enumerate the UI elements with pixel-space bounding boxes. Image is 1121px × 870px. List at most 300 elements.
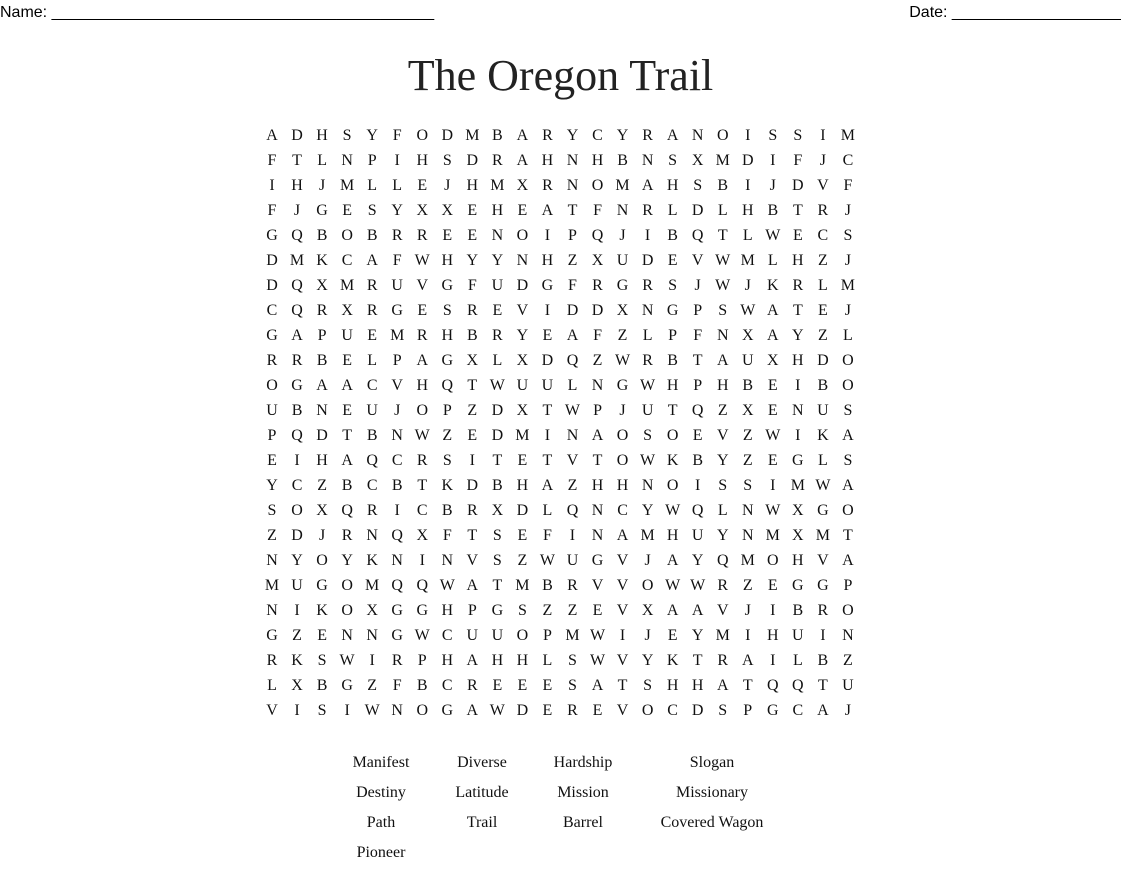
grid-letter: W: [414, 427, 430, 444]
grid-letter: W: [765, 427, 781, 444]
grid-letter: D: [817, 352, 829, 369]
grid-letter: D: [291, 527, 303, 544]
grid-letter: G: [316, 577, 328, 594]
grid-letter: Z: [317, 477, 327, 494]
grid-letter: R: [366, 302, 378, 319]
grid-letter: H: [316, 127, 328, 144]
grid-letter: V: [466, 552, 479, 569]
grid-letter: O: [842, 352, 854, 369]
grid-letter: E: [367, 327, 378, 344]
grid-letter: E: [542, 327, 553, 344]
grid-letter: P: [693, 302, 703, 319]
grid-letter: C: [842, 152, 854, 169]
grid-letter: V: [266, 702, 278, 719]
grid-letter: B: [817, 652, 829, 669]
grid-letter: U: [792, 627, 804, 644]
grid-letter: N: [341, 627, 353, 644]
grid-letter: J: [744, 602, 751, 619]
grid-row: [260, 448, 860, 473]
grid-letter: Q: [291, 427, 303, 444]
grid-letter: H: [316, 452, 328, 469]
grid-letter: J: [619, 402, 626, 419]
grid-letter: N: [616, 202, 629, 219]
grid-letter: Z: [442, 427, 453, 444]
grid-letter: U: [491, 277, 504, 294]
grid-letter: E: [692, 427, 703, 444]
grid-letter: L: [817, 277, 828, 294]
grid-letter: H: [767, 627, 779, 644]
grid-letter: B: [492, 127, 503, 144]
grid-letter: W: [414, 627, 430, 644]
grid-letter: D: [466, 477, 479, 494]
grid-letter: U: [291, 577, 303, 594]
word-bank: [0, 750, 1121, 870]
grid-letter: X: [792, 502, 804, 519]
grid-letter: G: [666, 302, 679, 319]
grid-letter: W: [539, 552, 555, 569]
grid-letter: H: [541, 252, 554, 269]
grid-letter: P: [367, 152, 377, 169]
grid-letter: I: [469, 452, 475, 469]
grid-letter: X: [416, 202, 429, 219]
grid-letter: E: [667, 252, 678, 269]
grid-letter: B: [692, 452, 703, 469]
grid-letter: X: [516, 177, 529, 194]
grid-letter: N: [716, 327, 729, 344]
grid-letter: G: [817, 502, 829, 519]
grid-letter: B: [316, 677, 328, 694]
grid-letter: S: [442, 152, 452, 169]
grid-letter: I: [820, 127, 826, 144]
grid-letter: X: [416, 527, 429, 544]
grid-letter: B: [667, 352, 678, 369]
grid-letter: H: [792, 252, 804, 269]
grid-letter: S: [718, 702, 728, 719]
grid-letter: C: [441, 627, 453, 644]
grid-letter: R: [542, 177, 553, 194]
grid-letter: S: [517, 602, 527, 619]
grid-letter: U: [491, 627, 504, 644]
grid-letter: T: [817, 677, 828, 694]
grid-letter: R: [642, 127, 653, 144]
grid-letter: Y: [792, 327, 804, 344]
grid-letter: A: [641, 177, 654, 194]
grid-letter: I: [795, 377, 801, 394]
grid-letter: E: [792, 227, 803, 244]
grid-letter: B: [391, 477, 403, 494]
grid-letter: O: [641, 702, 654, 719]
grid-letter: D: [691, 702, 704, 719]
grid-row: [260, 473, 860, 498]
grid-letter: P: [442, 402, 452, 419]
grid-letter: A: [842, 477, 854, 494]
grid-letter: V: [716, 427, 729, 444]
grid-letter: Q: [591, 227, 604, 244]
grid-letter: Q: [691, 502, 704, 519]
grid-letter: Y: [341, 552, 353, 569]
grid-letter: M: [515, 427, 530, 444]
grid-letter: C: [817, 227, 829, 244]
grid-letter: T: [492, 577, 503, 594]
grid-letter: D: [591, 302, 604, 319]
grid-letter: U: [541, 377, 554, 394]
grid-letter: U: [516, 377, 529, 394]
grid-letter: X: [341, 302, 353, 319]
grid-letter: I: [695, 477, 701, 494]
grid-letter: A: [416, 352, 429, 369]
grid-letter: M: [490, 177, 505, 194]
grid-row: [260, 573, 860, 598]
grid-letter: Z: [717, 402, 728, 419]
grid-letter: H: [666, 527, 679, 544]
grid-letter: H: [591, 477, 604, 494]
grid-letter: N: [792, 402, 804, 419]
grid-letter: F: [568, 277, 577, 294]
grid-letter: T: [492, 452, 503, 469]
grid-row: [260, 273, 860, 298]
grid-letter: Z: [567, 602, 578, 619]
grid-letter: T: [617, 677, 628, 694]
grid-letter: Y: [716, 527, 729, 544]
grid-letter: R: [391, 652, 403, 669]
grid-letter: S: [317, 652, 327, 669]
grid-letter: B: [817, 377, 829, 394]
grid-letter: Q: [767, 677, 779, 694]
date-field-line: Date: ___________________: [909, 4, 1121, 21]
grid-letter: S: [643, 677, 653, 694]
grid-letter: T: [592, 452, 603, 469]
grid-letter: T: [717, 227, 728, 244]
grid-letter: Y: [366, 127, 378, 144]
grid-letter: O: [516, 227, 529, 244]
grid-letter: L: [817, 452, 828, 469]
grid-letter: R: [291, 352, 303, 369]
grid-letter: X: [792, 527, 804, 544]
grid-letter: K: [316, 602, 328, 619]
grid-letter: Q: [566, 502, 579, 519]
grid-letter: Y: [641, 652, 654, 669]
grid-letter: N: [266, 602, 278, 619]
grid-letter: H: [466, 177, 479, 194]
grid-letter: Y: [291, 552, 303, 569]
grid-letter: K: [666, 452, 679, 469]
grid-letter: S: [267, 502, 277, 519]
grid-letter: S: [317, 702, 327, 719]
grid-letter: W: [589, 652, 606, 669]
name-field-line: Name: ___________________________________________: [0, 4, 435, 21]
grid-letter: F: [392, 677, 402, 694]
grid-letter: Q: [566, 352, 579, 369]
grid-letter: Z: [267, 527, 277, 544]
grid-letter: W: [414, 252, 430, 269]
grid-row: [260, 423, 860, 448]
grid-letter: C: [617, 502, 628, 519]
grid-letter: B: [792, 602, 804, 619]
grid-letter: E: [517, 202, 528, 219]
grid-letter: M: [815, 527, 830, 544]
grid-letter: S: [843, 402, 853, 419]
grid-letter: G: [767, 702, 779, 719]
grid-letter: J: [293, 202, 301, 219]
grid-letter: G: [616, 377, 629, 394]
grid-letter: H: [291, 177, 303, 194]
grid-row: [260, 673, 860, 698]
word-search-grid: [260, 123, 860, 723]
grid-row: [260, 323, 860, 348]
grid-letter: Z: [617, 327, 628, 344]
grid-letter: Y: [391, 202, 403, 219]
grid-letter: M: [790, 477, 805, 494]
grid-letter: T: [792, 202, 803, 219]
grid-letter: U: [741, 352, 754, 369]
grid-letter: E: [417, 177, 428, 194]
grid-row: [260, 223, 860, 248]
grid-letter: A: [842, 552, 854, 569]
grid-letter: I: [770, 152, 776, 169]
grid-letter: N: [366, 627, 378, 644]
grid-letter: J: [844, 202, 852, 219]
grid-letter: X: [441, 202, 454, 219]
grid-letter: R: [416, 452, 428, 469]
grid-letter: L: [367, 177, 378, 194]
grid-letter: L: [742, 227, 753, 244]
grid-letter: N: [441, 552, 454, 569]
grid-letter: I: [544, 427, 551, 444]
grid-letter: D: [792, 177, 804, 194]
grid-letter: S: [743, 477, 753, 494]
grid-letter: R: [817, 202, 829, 219]
grid-letter: I: [369, 652, 375, 669]
grid-letter: B: [717, 177, 729, 194]
grid-letter: D: [441, 127, 454, 144]
grid-letter: B: [492, 477, 503, 494]
grid-row: [260, 123, 860, 148]
grid-row: [260, 298, 860, 323]
grid-letter: I: [569, 527, 576, 544]
grid-letter: X: [516, 402, 529, 419]
grid-letter: X: [616, 302, 629, 319]
grid-letter: F: [442, 527, 452, 544]
grid-letter: G: [817, 577, 829, 594]
grid-letter: L: [843, 327, 853, 344]
grid-letter: M: [840, 277, 856, 294]
grid-letter: Q: [441, 377, 454, 394]
grid-letter: A: [716, 352, 729, 369]
grid-letter: G: [391, 302, 403, 319]
grid-letter: V: [391, 377, 403, 394]
grid-letter: E: [467, 427, 478, 444]
grid-letter: H: [591, 152, 604, 169]
grid-letter: B: [542, 577, 553, 594]
grid-letter: M: [840, 127, 856, 144]
grid-letter: X: [691, 152, 704, 169]
grid-letter: Z: [592, 352, 603, 369]
grid-letter: A: [691, 602, 704, 619]
grid-letter: Q: [691, 402, 704, 419]
grid-letter: R: [416, 227, 428, 244]
grid-letter: I: [619, 627, 626, 644]
grid-letter: W: [364, 702, 380, 719]
grid-letter: V: [817, 552, 829, 569]
grid-letter: S: [693, 177, 703, 194]
grid-letter: U: [691, 527, 704, 544]
grid-letter: F: [267, 202, 277, 219]
grid-letter: O: [416, 702, 429, 719]
grid-letter: P: [317, 327, 327, 344]
grid-row: [260, 398, 860, 423]
grid-letter: G: [491, 602, 504, 619]
grid-letter: W: [765, 502, 781, 519]
grid-letter: G: [391, 602, 403, 619]
grid-letter: O: [266, 377, 278, 394]
grid-row: [260, 148, 860, 173]
grid-letter: H: [716, 377, 729, 394]
grid-letter: H: [416, 377, 429, 394]
grid-letter: L: [542, 502, 553, 519]
grid-letter: D: [491, 427, 504, 444]
grid-letter: O: [842, 502, 854, 519]
grid-letter: Q: [691, 227, 704, 244]
word-bank-item: Covered Wagon: [660, 814, 764, 831]
grid-letter: L: [717, 502, 728, 519]
grid-letter: T: [417, 477, 428, 494]
grid-letter: D: [516, 702, 529, 719]
grid-letter: J: [844, 252, 852, 269]
word-bank-item: Mission: [557, 784, 609, 801]
grid-letter: E: [767, 452, 778, 469]
grid-letter: C: [366, 377, 378, 394]
grid-letter: S: [718, 302, 728, 319]
grid-letter: W: [665, 577, 681, 594]
grid-letter: N: [566, 177, 579, 194]
grid-letter: P: [743, 702, 753, 719]
grid-letter: R: [717, 652, 729, 669]
grid-letter: L: [717, 202, 728, 219]
grid-letter: E: [267, 452, 277, 469]
grid-letter: T: [542, 402, 553, 419]
grid-letter: Y: [516, 327, 529, 344]
grid-letter: B: [466, 327, 478, 344]
grid-letter: I: [770, 477, 776, 494]
grid-letter: X: [291, 677, 303, 694]
grid-letter: T: [467, 377, 478, 394]
grid-letter: L: [767, 252, 778, 269]
grid-letter: A: [741, 652, 754, 669]
grid-letter: J: [744, 277, 751, 294]
grid-letter: B: [366, 227, 378, 244]
grid-letter: H: [666, 677, 679, 694]
grid-letter: Z: [742, 427, 753, 444]
grid-letter: E: [667, 627, 678, 644]
word-bank-item: Path: [366, 814, 396, 831]
grid-letter: J: [844, 702, 852, 719]
grid-letter: R: [366, 277, 378, 294]
word-bank-item: Diverse: [457, 754, 507, 771]
grid-letter: W: [614, 352, 631, 369]
grid-letter: S: [442, 302, 452, 319]
grid-letter: K: [316, 252, 328, 269]
grid-letter: U: [366, 402, 378, 419]
grid-letter: N: [591, 527, 604, 544]
grid-letter: A: [842, 427, 854, 444]
grid-letter: Q: [366, 452, 378, 469]
grid-letter: V: [616, 602, 629, 619]
grid-letter: R: [642, 352, 653, 369]
grid-letter: P: [267, 427, 277, 444]
grid-letter: D: [266, 252, 278, 269]
grid-letter: B: [316, 227, 328, 244]
grid-letter: H: [441, 652, 454, 669]
grid-letter: F: [267, 152, 277, 169]
grid-letter: R: [792, 277, 804, 294]
grid-letter: N: [641, 152, 654, 169]
grid-letter: P: [417, 652, 427, 669]
grid-letter: O: [616, 427, 629, 444]
grid-letter: Y: [691, 552, 704, 569]
grid-letter: B: [341, 477, 353, 494]
grid-letter: N: [266, 552, 278, 569]
grid-letter: T: [843, 527, 853, 544]
grid-letter: Z: [742, 452, 753, 469]
grid-letter: V: [416, 277, 429, 294]
grid-letter: R: [366, 502, 378, 519]
grid-letter: G: [541, 277, 554, 294]
grid-letter: N: [591, 502, 604, 519]
grid-letter: H: [792, 552, 804, 569]
grid-letter: H: [691, 677, 704, 694]
grid-letter: E: [817, 302, 828, 319]
grid-letter: Z: [467, 402, 478, 419]
grid-letter: H: [792, 352, 804, 369]
grid-letter: A: [666, 552, 679, 569]
grid-letter: H: [541, 152, 554, 169]
grid-letter: W: [815, 477, 831, 494]
grid-letter: J: [644, 552, 651, 569]
word-bank-item: Latitude: [455, 784, 509, 801]
grid-letter: D: [491, 402, 504, 419]
grid-letter: F: [593, 327, 602, 344]
grid-letter: L: [792, 652, 803, 669]
word-bank-item: Pioneer: [356, 844, 406, 861]
grid-letter: I: [269, 177, 275, 194]
grid-letter: S: [668, 152, 678, 169]
grid-row: [260, 623, 860, 648]
grid-letter: Q: [716, 552, 729, 569]
grid-letter: D: [641, 252, 654, 269]
grid-letter: E: [317, 627, 327, 644]
grid-letter: X: [591, 252, 604, 269]
word-bank-item: Trail: [466, 814, 498, 831]
grid-letter: B: [316, 352, 328, 369]
grid-letter: V: [516, 302, 529, 319]
grid-letter: H: [491, 202, 504, 219]
grid-letter: A: [591, 677, 604, 694]
grid-letter: A: [516, 127, 529, 144]
grid-letter: M: [565, 627, 580, 644]
grid-letter: E: [492, 302, 503, 319]
grid-letter: R: [492, 152, 503, 169]
grid-letter: M: [715, 627, 730, 644]
grid-letter: G: [441, 702, 454, 719]
grid-letter: D: [541, 352, 554, 369]
grid-letter: A: [541, 477, 554, 494]
grid-letter: O: [666, 427, 679, 444]
grid-letter: D: [466, 152, 479, 169]
grid-letter: R: [567, 577, 578, 594]
grid-letter: J: [844, 302, 852, 319]
grid-letter: G: [792, 577, 804, 594]
grid-letter: I: [795, 427, 801, 444]
